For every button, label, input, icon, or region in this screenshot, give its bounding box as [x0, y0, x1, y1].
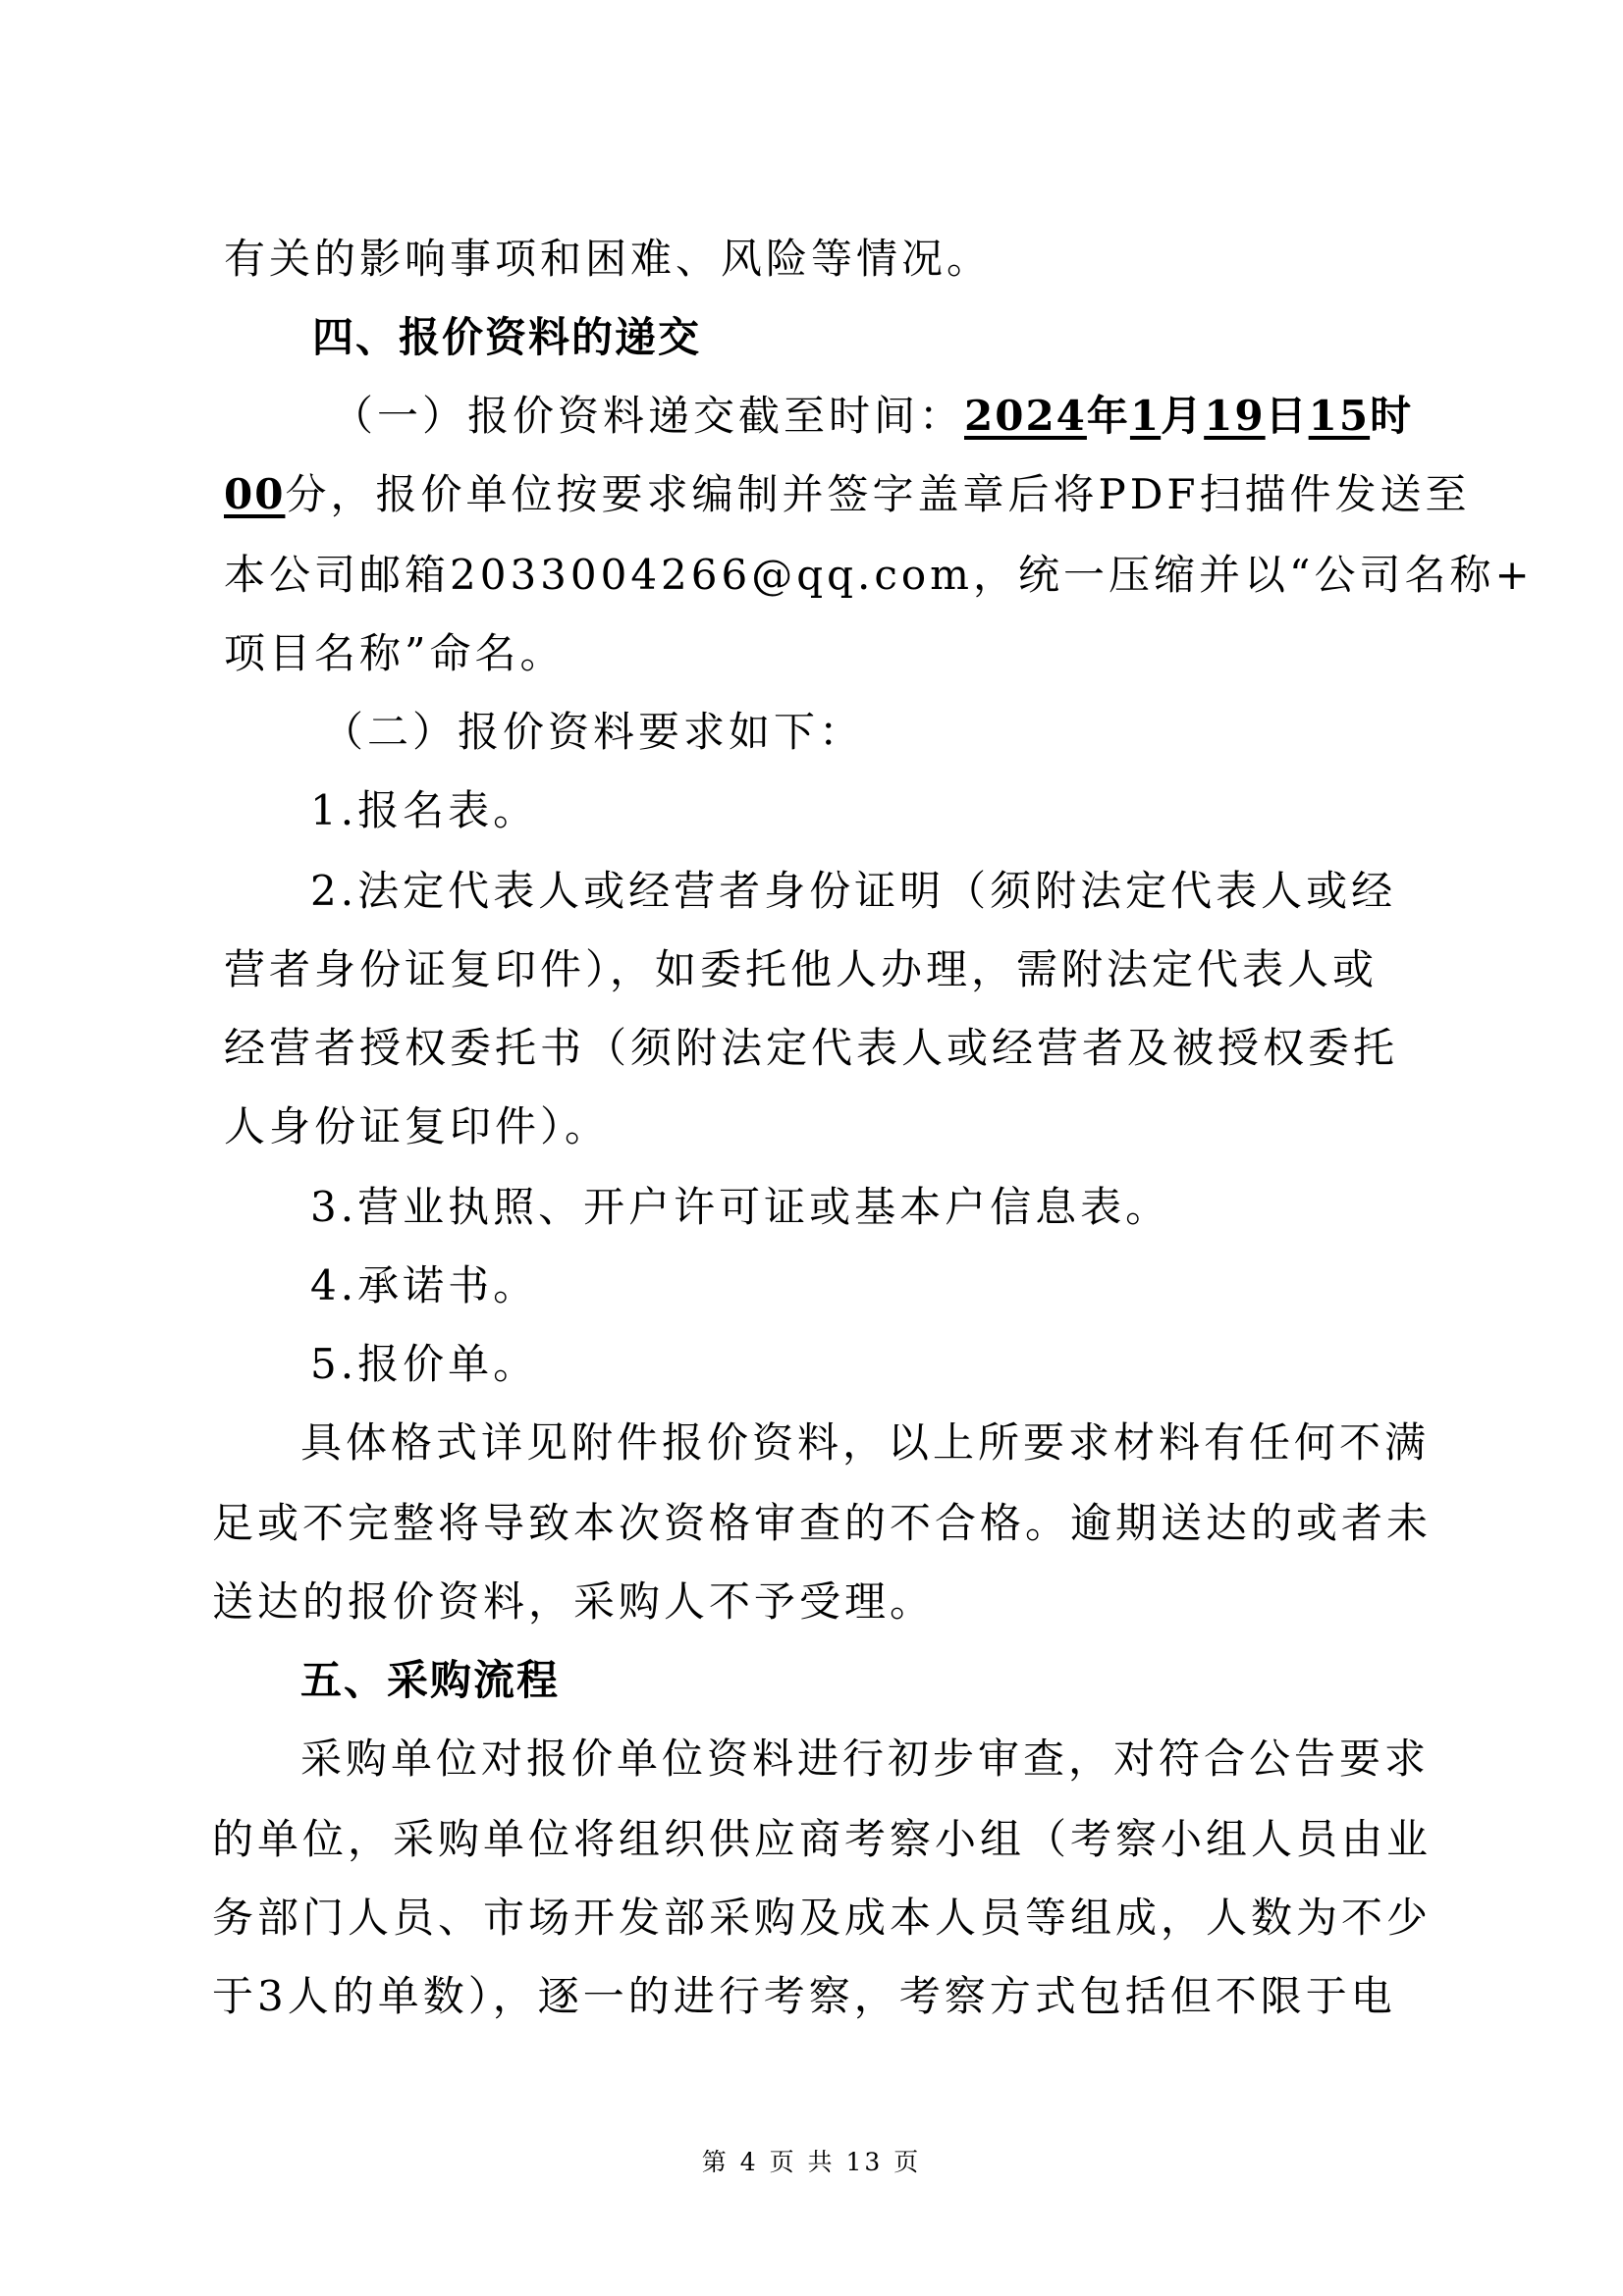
paragraph-line: 营者身份证复印件），如委托他人办理，需附法定代表人或	[224, 945, 1379, 993]
page-footer: 第 4 页 共 13 页	[701, 2148, 922, 2176]
paragraph-line: 经营者授权委托书（须附法定代表人或经营者及被授权委托	[224, 1024, 1399, 1072]
paragraph-line: 于3人的单数），逐一的进行考察，考察方式包括但不限于电	[212, 1972, 1396, 2020]
list-item: 5.报价单。	[310, 1340, 539, 1388]
submission-text: 分，报价单位按要求编制并签字盖章后将PDF扫描件发送至	[285, 470, 1471, 518]
paragraph-line: 足或不完整将导致本次资格审查的不合格。逾期送达的或者未	[212, 1499, 1433, 1547]
paragraph-line: 人身份证复印件）。	[224, 1102, 611, 1150]
list-item: 1.报名表。	[310, 786, 539, 834]
section-heading-5: 五、采购流程	[300, 1656, 561, 1704]
deadline-month: 1	[1129, 392, 1162, 440]
paragraph-line: （二）报价资料要求如下：	[322, 708, 865, 756]
deadline-year-unit: 年	[1086, 392, 1130, 440]
deadline-day: 19	[1204, 392, 1266, 440]
deadline-month-unit: 月	[1161, 392, 1205, 440]
paragraph-line: 的单位，采购单位将组织供应商考察小组（考察小组人员由业	[212, 1815, 1433, 1863]
deadline-day-unit: 日	[1265, 392, 1309, 440]
paragraph-line: 采购单位对报价单位资料进行初步审查，对符合公告要求	[300, 1735, 1431, 1783]
paragraph-line: 务部门人员、市场开发部采购及成本人员等组成，人数为不少	[212, 1894, 1433, 1942]
paragraph-line: 项目名称”命名。	[224, 629, 566, 677]
deadline-line	[332, 387, 1413, 446]
paragraph-line: 有关的影响事项和困难、风险等情况。	[224, 235, 993, 283]
deadline-minute: 00	[224, 470, 286, 518]
deadline-label: （一）报价资料递交截至时间：	[332, 392, 965, 440]
list-item: 2.法定代表人或经营者身份证明（须附法定代表人或经	[310, 867, 1397, 915]
paragraph-line: 送达的报价资料，采购人不予受理。	[212, 1577, 936, 1626]
submission-line	[224, 465, 1471, 524]
deadline-year: 2024	[964, 392, 1087, 440]
list-item: 3.营业执照、开户许可证或基本户信息表。	[310, 1183, 1171, 1231]
paragraph-line: 具体格式详见附件报价资料，以上所要求材料有任何不满	[300, 1418, 1431, 1467]
deadline-hour-unit: 时	[1370, 392, 1414, 440]
paragraph-line: 本公司邮箱2033004266@qq.com，统一压缩并以“公司名称+	[224, 551, 1534, 599]
deadline-hour: 15	[1308, 392, 1371, 440]
section-heading-4: 四、报价资料的递交	[312, 313, 702, 361]
list-item: 4.承诺书。	[310, 1261, 539, 1309]
